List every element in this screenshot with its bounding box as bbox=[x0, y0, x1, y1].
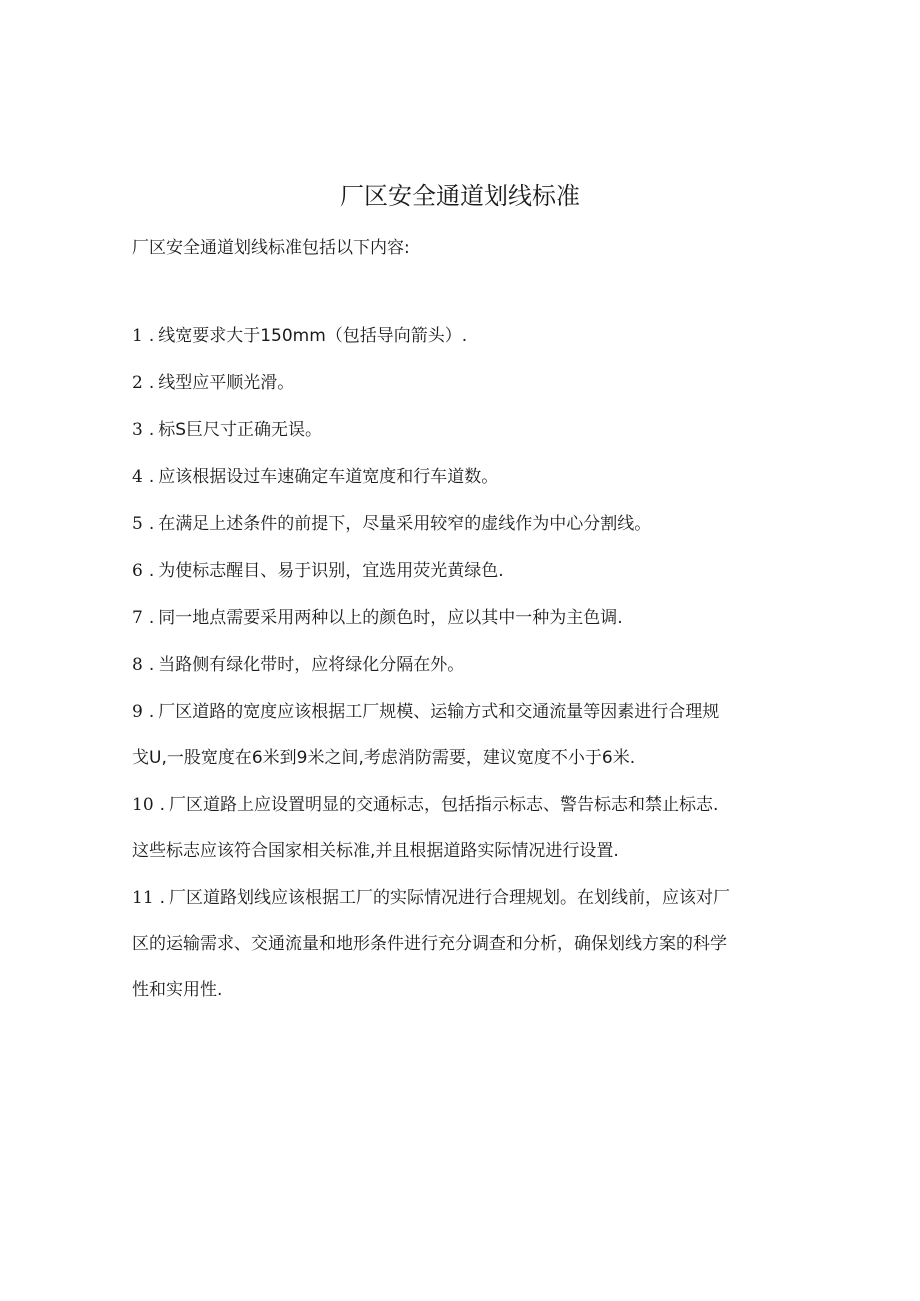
list-item-4: 4 . 应该根据设过车速确定车道宽度和行车道数。 bbox=[132, 467, 499, 487]
document-title: 厂区安全通道划线标准 bbox=[340, 182, 580, 210]
item-text: 厂区道路划线应该根据工厂的实际情况进行合理规划。在划线前，应该对厂 bbox=[169, 888, 731, 908]
item-text: 当路侧有绿化带时，应将绿化分隔在外。 bbox=[158, 655, 465, 675]
item-number: 3 bbox=[132, 420, 143, 440]
item-text: 应该根据设过车速确定车道宽度和行车道数。 bbox=[158, 467, 499, 487]
item-number: 5 bbox=[132, 514, 143, 534]
item-text: 为使标志醒目、易于识别，宜选用荧光黄绿色. bbox=[158, 561, 504, 581]
item-text: 标S巨尺寸正确无误。 bbox=[158, 420, 323, 440]
list-item-10: 10 . 厂区道路上应设置明显的交通标志，包括指示标志、警告标志和禁止标志. 这些标志应该符合国家相关标准,并且根据道路实际情况进行设置. bbox=[132, 782, 792, 874]
item-text: 线型应平顺光滑。 bbox=[158, 373, 295, 393]
list-item-11: 11 . 厂区道路划线应该根据工厂的实际情况进行合理规划。在划线前，应该对厂 区的运输需求、交通流量和地形条件进行充分调查和分析，确保划线方案的科学 性和实用性. bbox=[132, 875, 792, 1013]
item-text-continued: 这些标志应该符合国家相关标准,并且根据道路实际情况进行设置. bbox=[132, 841, 619, 861]
list-item-3: 3 . 标S巨尺寸正确无误。 bbox=[132, 420, 323, 440]
item-text: 厂区道路上应设置明显的交通标志，包括指示标志、警告标志和禁止标志. bbox=[169, 795, 719, 815]
item-text-continued: 性和实用性. bbox=[132, 980, 223, 1000]
item-number: 10 bbox=[132, 795, 154, 815]
item-text-continued: 区的运输需求、交通流量和地形条件进行充分调查和分析，确保划线方案的科学 bbox=[132, 934, 727, 954]
item-number: 4 bbox=[132, 467, 143, 487]
item-number: 1 bbox=[132, 326, 143, 346]
list-item-8: 8 . 当路侧有绿化带时，应将绿化分隔在外。 bbox=[132, 655, 465, 675]
item-number: 11 bbox=[132, 888, 154, 908]
item-text: 同一地点需要采用两种以上的颜色时，应以其中一种为主色调. bbox=[158, 608, 623, 628]
item-number: 6 bbox=[132, 561, 143, 581]
item-text: 厂区道路的宽度应该根据工厂规模、运输方式和交通流量等因素进行合理规 bbox=[158, 702, 720, 722]
item-number: 2 bbox=[132, 373, 143, 393]
item-text: 在满足上述条件的前提下，尽量采用较窄的虚线作为中心分割线。 bbox=[158, 514, 652, 534]
list-item-1: 1 . 线宽要求大于150mm（包括导向箭头）. bbox=[132, 326, 468, 346]
item-text: 线宽要求大于150mm（包括导向箭头）. bbox=[158, 326, 468, 346]
document-intro: 厂区安全通道划线标准包括以下内容: bbox=[132, 238, 410, 258]
list-item-7: 7 . 同一地点需要采用两种以上的颜色时，应以其中一种为主色调. bbox=[132, 608, 623, 628]
list-item-6: 6 . 为使标志醒目、易于识别，宜选用荧光黄绿色. bbox=[132, 561, 504, 581]
list-item-2: 2 . 线型应平顺光滑。 bbox=[132, 373, 295, 393]
item-text-continued: 戈U,一股宽度在6米到9米之间,考虑消防需要，建议宽度不小于6米. bbox=[132, 748, 636, 768]
item-number: 7 bbox=[132, 608, 143, 628]
list-item-5: 5 . 在满足上述条件的前提下，尽量采用较窄的虚线作为中心分割线。 bbox=[132, 514, 652, 534]
list-item-9: 9 . 厂区道路的宽度应该根据工厂规模、运输方式和交通流量等因素进行合理规 戈U,一股宽度在6米到9米之间,考虑消防需要，建议宽度不小于6米. bbox=[132, 689, 792, 781]
item-number: 8 bbox=[132, 655, 143, 675]
item-number: 9 bbox=[132, 702, 143, 722]
